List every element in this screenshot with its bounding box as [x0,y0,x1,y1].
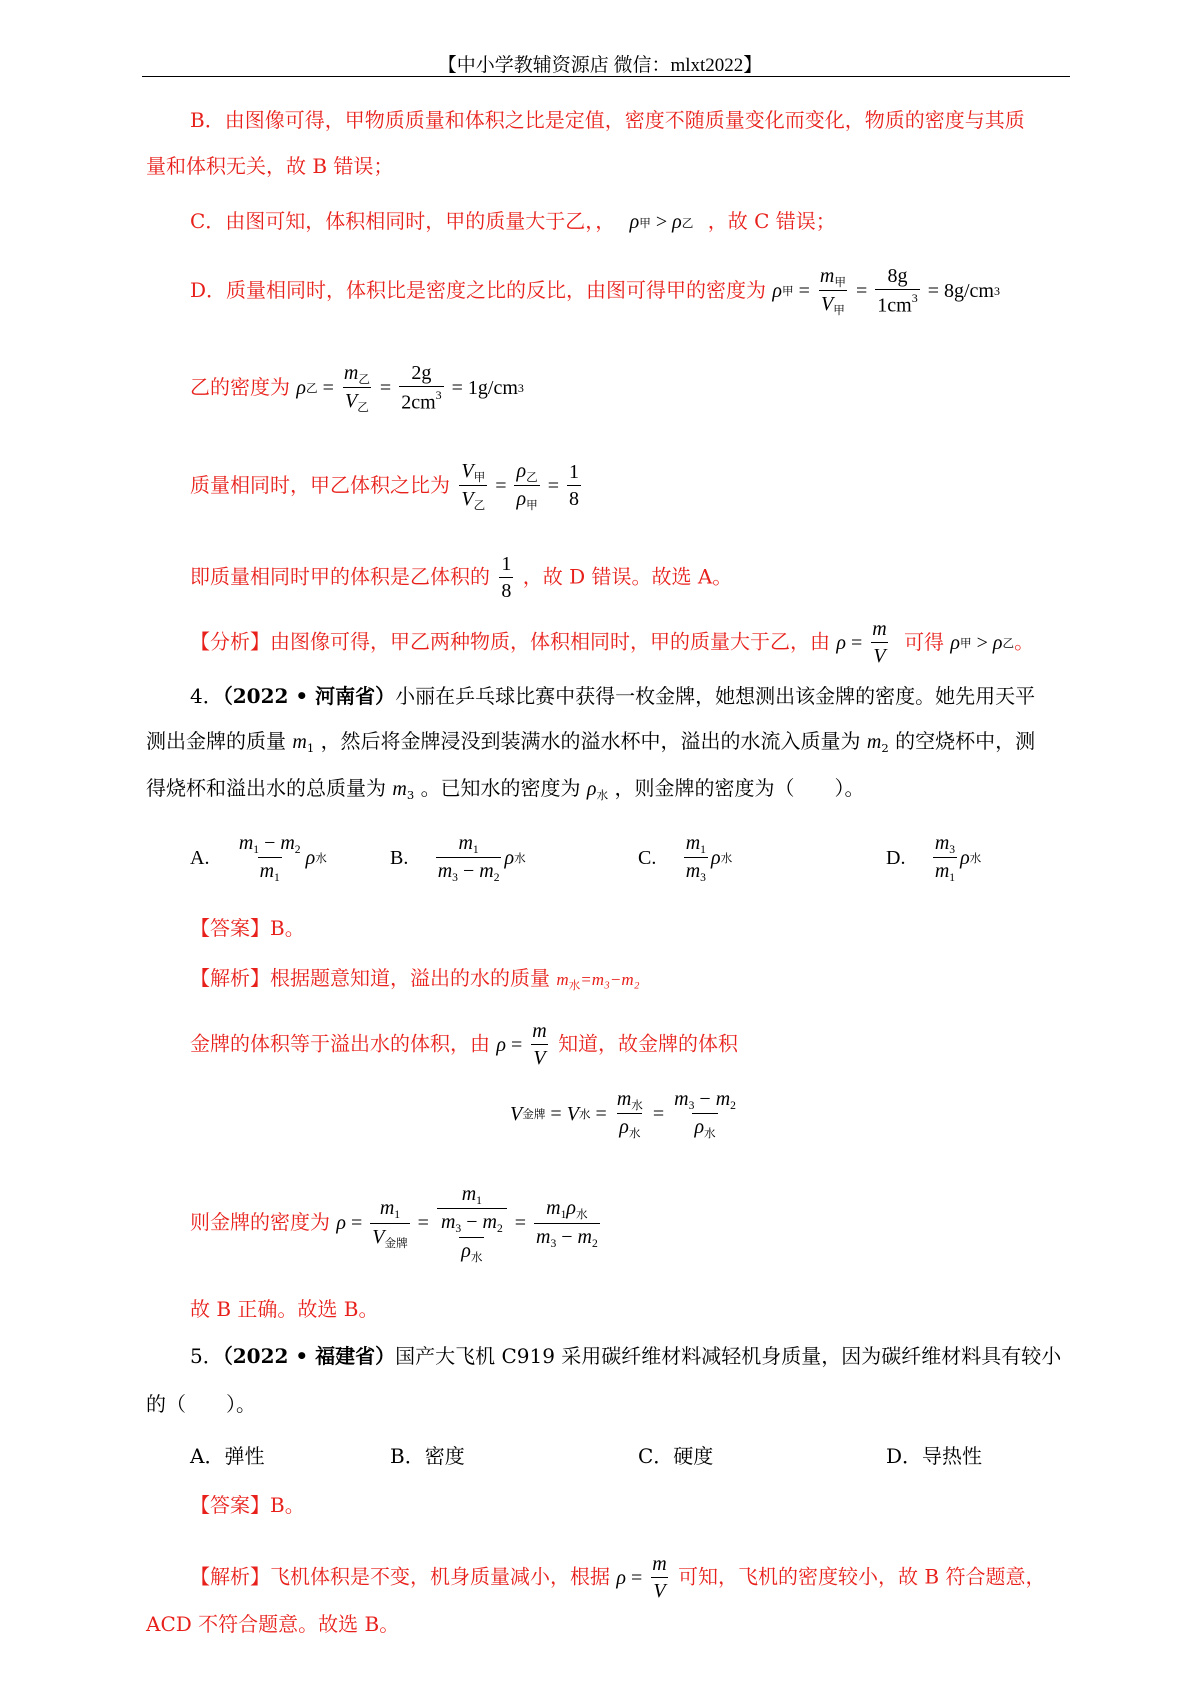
analysis-tag: 【分析】 [190,629,270,654]
q3-option-c [190,205,836,234]
q4-explanation-line2: 金牌的体积等于溢出水的体积，由 ρ = $\frac{m}{V}$ 知道，故金牌的体积 [190,1020,739,1069]
q3-density-yi: 乙的密度为 ρ 乙 = $\frac{m_乙}{V_乙}$ = $\frac{2g}{2cm^3}$ = 1g/cm 3 [190,362,524,415]
q4-option-c[interactable]: C. $\frac{m_1}{m_3}$ ρ 水 [638,832,733,885]
q5-option-a[interactable]: A．弹性 [190,1444,265,1468]
q3-option-b-line2: 量和体积无关，故 B 错误； [146,154,394,178]
header-divider [142,76,1070,77]
q5-line2: 的（ ）。 [146,1392,256,1416]
q4-option-d[interactable]: D. $\frac{m_3}{m_1}$ ρ 水 [886,832,982,885]
density-yi-formula: ρ 乙 = $\frac{m_乙}{V_乙}$ = $\frac{2g}{2cm^3}$ = 1g/cm 3 [296,362,524,415]
q3-option-b-line1: B．由图像可得，甲物质质量和体积之比是定值，密度不随质量变化而变化，物质的密度与其质 [190,108,1025,132]
q5-explanation-line2: ACD 不符合题意。故选 B。 [146,1612,400,1636]
q4-option-a[interactable]: A. $\frac{m_1 - m_2}{m_1}$ ρ 水 [190,832,327,885]
q3-c-conclusion: ，故 C 错误； [707,209,836,233]
q4-line1: 4．（2022 • 河南省）小丽在乒乓球比赛中获得一枚金牌，她想测出该金牌的密度。她先用天平 [190,684,1036,708]
q5-option-c[interactable]: C．硬度 [638,1444,714,1468]
q4-answer: 【答案】B。 [190,916,305,940]
q4-source: （2022 • 河南省） [222,684,396,708]
q5-option-d[interactable]: D．导热性 [886,1444,983,1468]
q5-answer: 【答案】B。 [190,1493,305,1517]
q5-explanation-line1: 【解析】飞机体积是不变，机身质量减小，根据 ρ = $\frac{m}{V}$ 可知，飞机的密度较小，故 B 符合题意， [190,1553,1046,1602]
density-formula: ρ = $\frac{m}{V}$ [836,618,887,667]
density-jia-formula: ρ 甲 = $\frac{m_甲}{V_甲}$ = $\frac{8g}{1cm^3}$ = 8g/cm 3 [772,265,1000,318]
q3-c-text: C．由图可知，体积相同时，甲的质量大于乙，， [190,209,616,233]
volume-ratio-formula: $\frac{V_甲}{V_乙}$ = $\frac{\rho_乙}{\rho_甲}$ = $\frac{1}{8}$ [461,460,579,513]
q3-analysis: 【分析】由图像可得，甲乙两种物质，体积相同时，甲的质量大于乙，由 ρ = $\frac{m}{V}$ 可得 ρ 甲 > ρ 乙 。 [190,618,1035,667]
q4-conclusion: 故 B 正确。故选 B。 [190,1297,379,1321]
q3-volume-fraction: 即质量相同时甲的体积是乙体积的 $\frac{1}{8}$ ，故 D 错误。故选 A。 [190,553,733,602]
q3-volume-ratio: 质量相同时，甲乙体积之比为 $\frac{V_甲}{V_乙}$ = $\frac{\rho_乙}{\rho_甲}$ = $\frac{1}{8}$ [190,460,584,513]
q4-line2: 测出金牌的质量 $m_1$ ，然后将金牌浸没到装满水的溢水杯中，溢出的水流入质量为 $m_2$ 的空烧杯中，测 [146,729,1036,756]
q3-option-d [190,265,1000,318]
q3-d-text: D．质量相同时，体积比是密度之比的反比，由图可得甲的密度为 [190,277,767,302]
q3-c-formula: ρ 甲 > ρ 乙 [629,211,694,233]
q4-explanation-line1: 【解析】根据题意知道，溢出的水的质量 $m_水=m_3-m_2$ [190,966,640,993]
page-header: 【中小学教辅资源店 微信：mlxt2022】 [437,55,763,76]
q5-line1: 5．（2022 • 福建省）国产大飞机 C919 采用碳纤维材料减轻机身质量，因为碳纤维材料具有较小 [190,1344,1062,1368]
q5-option-b[interactable]: B．密度 [390,1444,465,1468]
q4-line3: 得烧杯和溢出水的总质量为 $m_3$ 。已知水的密度为 $\rho_水$ ，则金牌的密度为（ ）。 [146,776,865,803]
q4-option-b[interactable]: B. $\frac{m_1}{m_3 - m_2}$ ρ 水 [390,832,526,885]
q4-density-result: 则金牌的密度为 ρ = $\frac{m_1}{V_{金牌}}$ = $\frac{m_1}{\frac{m_3 - m_2}{\rho_水}}$ = $\frac{m_1\rho_水}{m_3 - m_2}$ [190,1183,598,1264]
q4-volume-formula: V 金牌 = V 水 = $\frac{m_水}{\rho_水}$ = $\frac{m_3 - m_2}{\rho_水}$ [510,1088,736,1141]
q5-source: （2022 • 福建省） [222,1344,396,1368]
